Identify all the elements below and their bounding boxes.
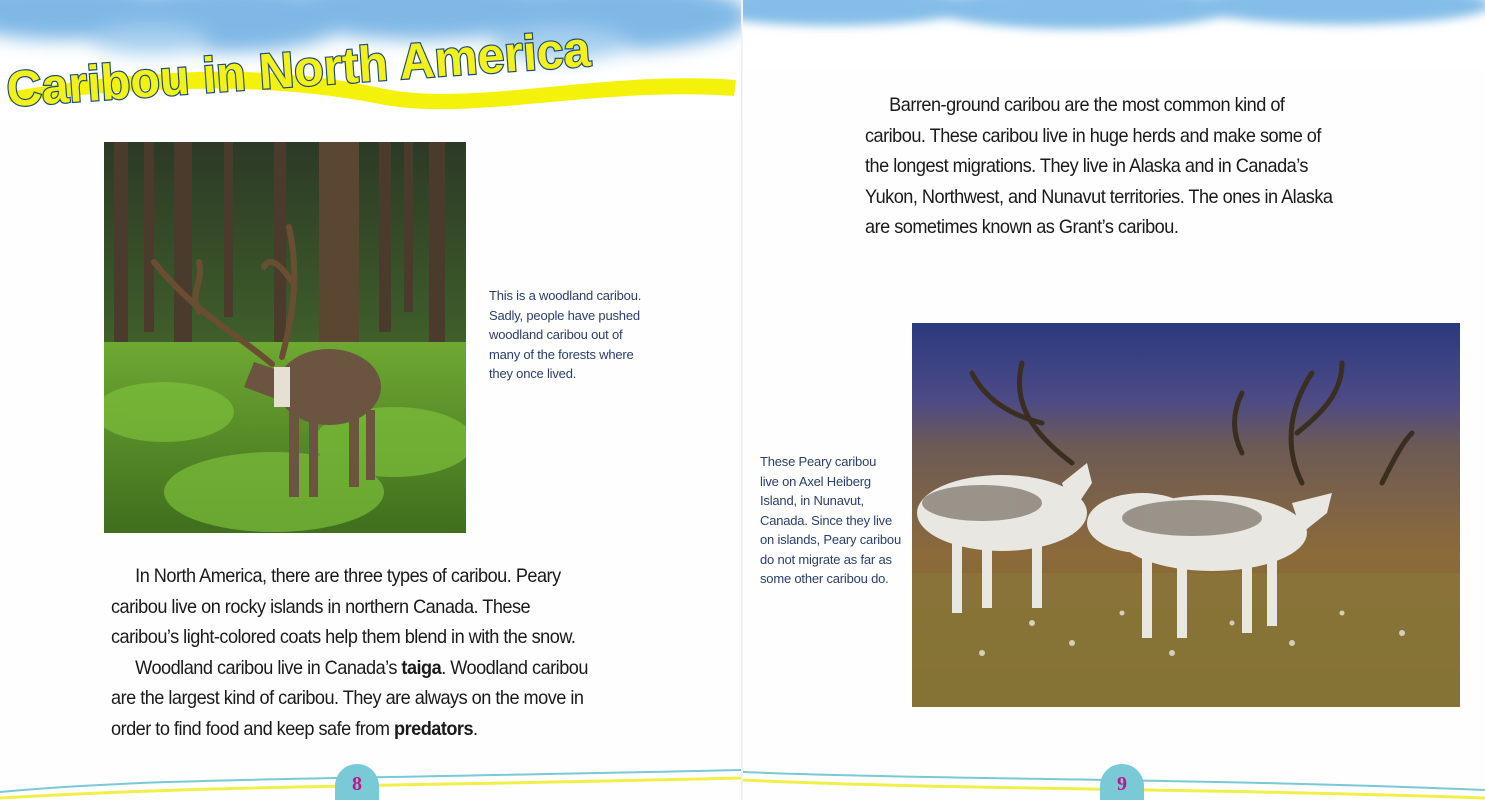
- caption-line: do not migrate as far as: [760, 551, 892, 567]
- left-page: [0, 0, 742, 800]
- glossary-term-taiga: taiga: [401, 656, 442, 679]
- caption-line: This is a woodland caribou.: [489, 288, 642, 303]
- text-span: . Woodland caribou: [441, 656, 588, 679]
- page-number-badge: [335, 764, 379, 800]
- text-span: caribou live on rocky islands in northern Canada. These: [111, 595, 531, 618]
- caption-line: live on Axel Heiberg: [760, 473, 871, 489]
- peary-photo-caption: [760, 452, 901, 589]
- text-span: In North America, there are three types of caribou. Peary: [135, 565, 561, 587]
- title-text: Caribou in North America: [4, 19, 611, 118]
- page-number: 8: [352, 773, 362, 795]
- caption-line: Canada. Since they live: [760, 512, 892, 528]
- right-page: [743, 0, 1485, 800]
- caption-line: Island, in Nunavut,: [760, 493, 864, 508]
- text-span: caribou’s light-colored coats help them blend in with the snow.: [111, 626, 576, 649]
- caption-line: many of the forests where: [489, 346, 634, 362]
- body-line: Yukon, Northwest, and Nunavut territories. The ones in Alaska: [865, 185, 1333, 208]
- body-line: [111, 561, 588, 592]
- caption-line: These Peary caribou: [760, 454, 877, 469]
- caption-line: Sadly, people have pushed: [489, 307, 640, 323]
- body-line: [111, 592, 588, 623]
- text-span: order to find food and keep safe from: [111, 717, 395, 740]
- body-line: [111, 714, 588, 745]
- body-line: caribou. These caribou live in huge herds and make some of: [865, 124, 1321, 147]
- caption-line: they once lived.: [489, 366, 577, 381]
- left-body-text: [111, 561, 588, 745]
- caption-line: woodland caribou out of: [489, 327, 623, 342]
- woodland-caribou-photo: [104, 142, 466, 533]
- page-number-badge: [1100, 764, 1144, 800]
- sky-clouds-header: [743, 0, 1485, 70]
- body-line: Barren-ground caribou are the most common kind of: [889, 94, 1285, 116]
- caption-line: some other caribou do.: [760, 571, 889, 586]
- body-line: are sometimes known as Grant’s caribou.: [865, 216, 1179, 239]
- caption-line: on islands, Peary caribou: [760, 532, 901, 547]
- woodland-photo-caption: [489, 286, 641, 384]
- chapter-title: [0, 0, 742, 120]
- text-span: .: [473, 717, 478, 740]
- body-line: [111, 653, 588, 684]
- page-number: 9: [1117, 773, 1127, 795]
- body-line: [111, 683, 588, 714]
- peary-caribou-photo: [912, 323, 1460, 707]
- text-span: are the largest kind of caribou. They are always on the move in: [111, 687, 584, 710]
- right-body-text: [865, 90, 1332, 243]
- glossary-term-predators: predators: [394, 717, 474, 740]
- body-line: [111, 622, 588, 653]
- body-line: the longest migrations. They live in Alaska and in Canada’s: [865, 155, 1308, 178]
- text-span: Woodland caribou live in Canada’s: [135, 656, 402, 679]
